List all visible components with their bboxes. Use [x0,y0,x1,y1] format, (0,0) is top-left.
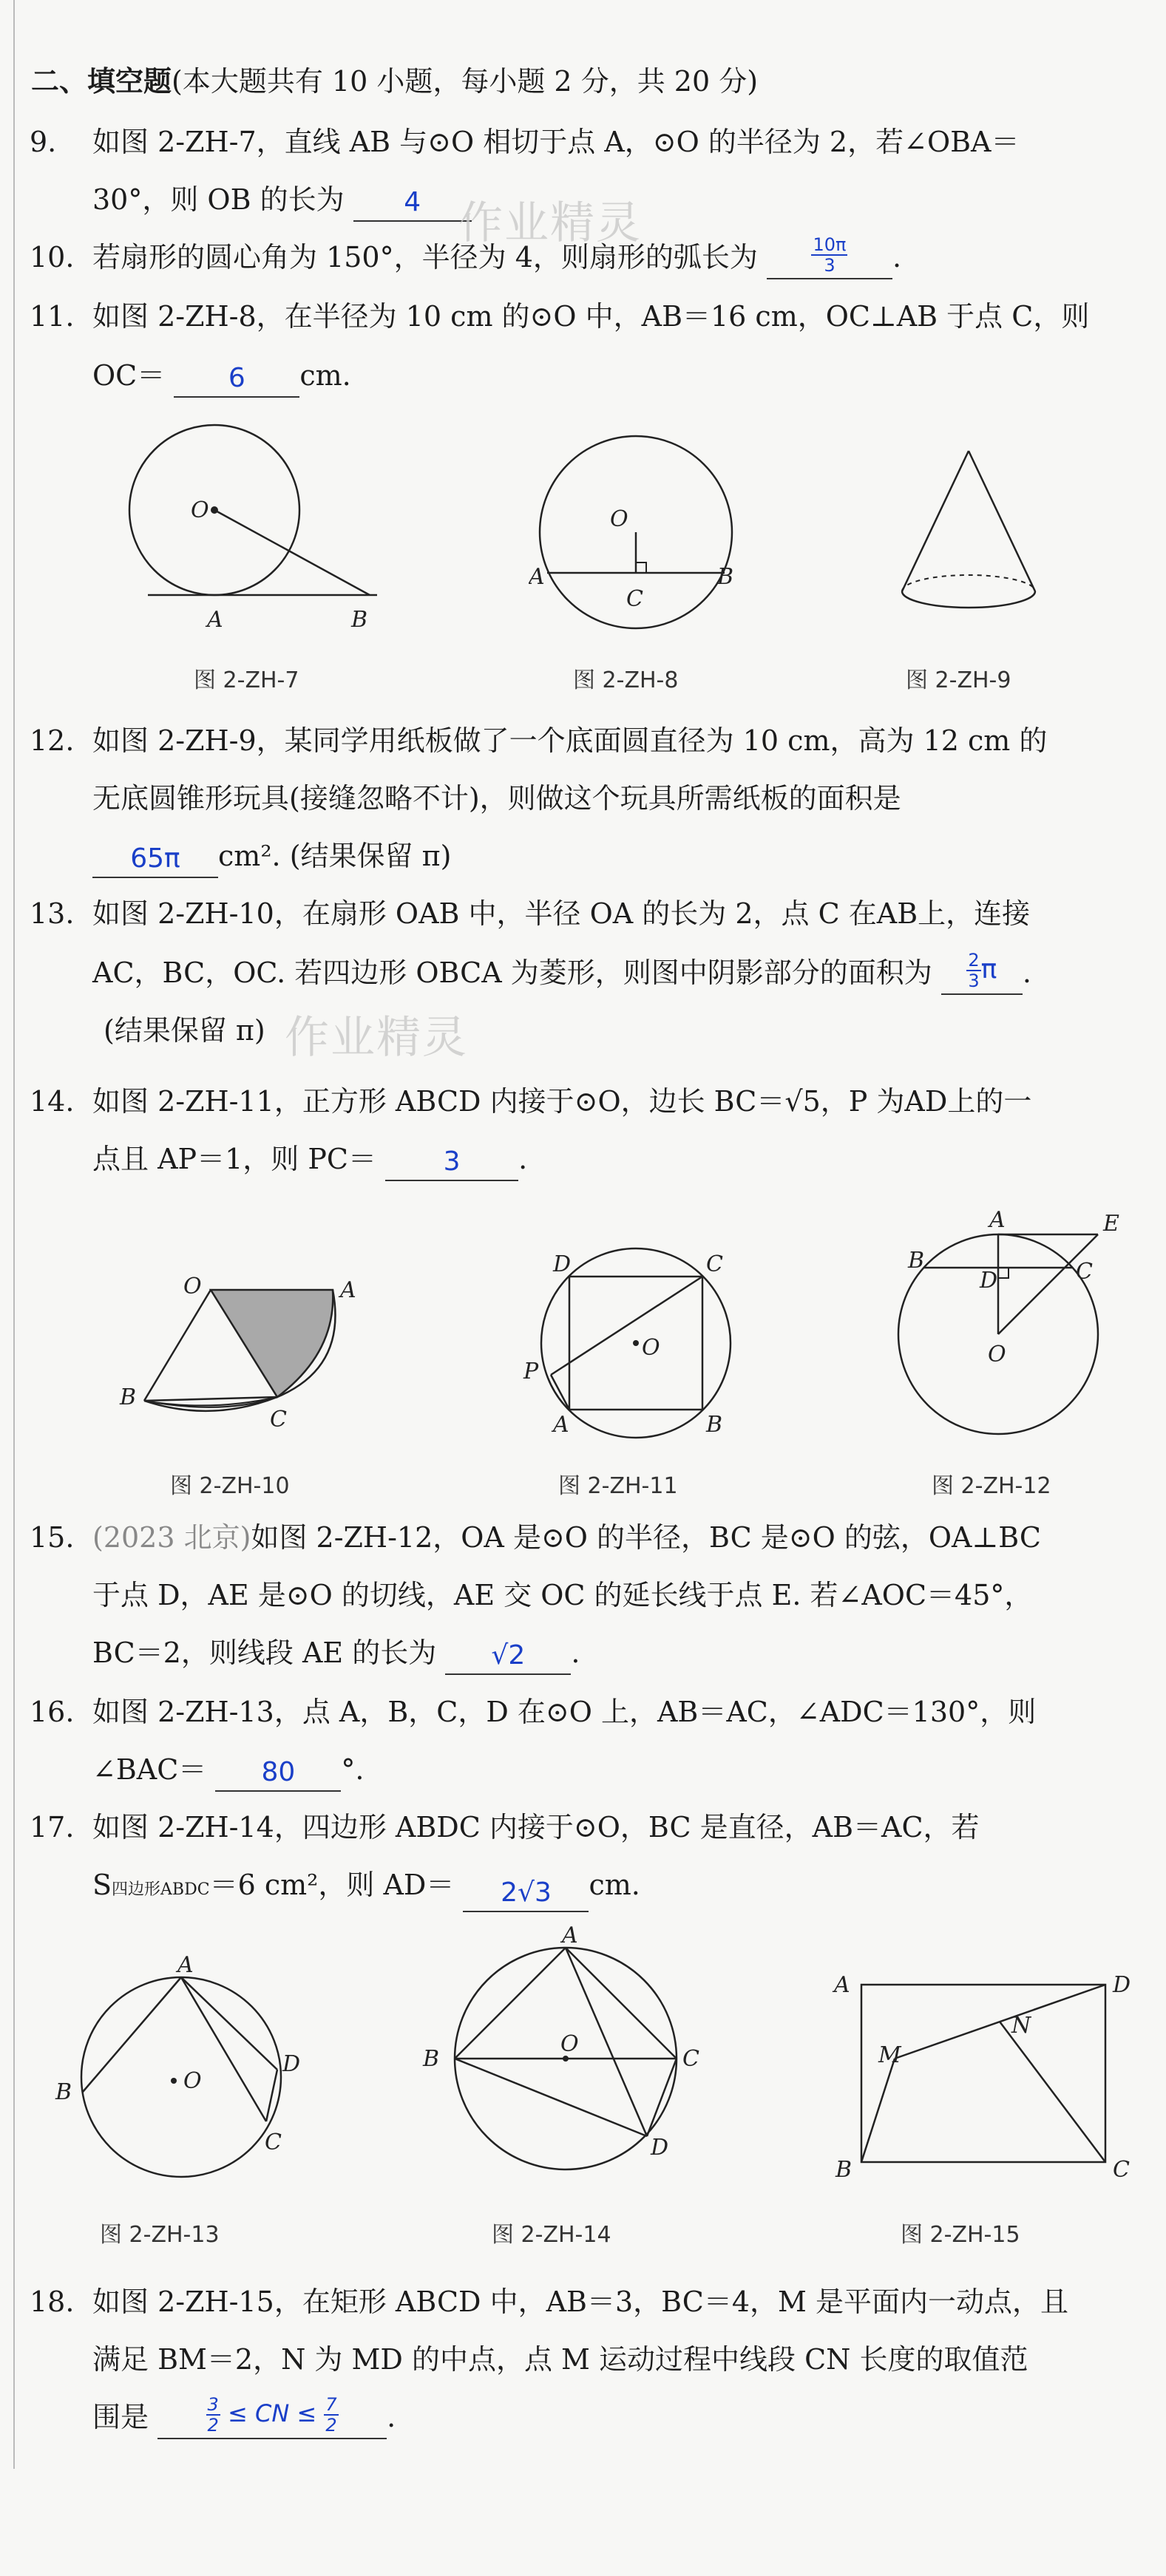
question-text: 如图 2-ZH-9，某同学用纸板做了一个底面圆直径为 10 cm，高为 12 cm 的 [92,724,1048,757]
question-13 [30,891,1030,936]
question-9-line2 [92,177,472,222]
watermark: 作业精灵 [285,1012,468,1064]
label-c: C [682,2046,699,2072]
answer-blank[interactable] [92,843,218,878]
question-9 [30,120,1019,164]
figure-caption: 图 2-ZH-15 [901,2222,1020,2248]
section-header [31,59,758,103]
answer-fraction-low [206,2395,220,2435]
answer-text: √2 [491,1640,526,1671]
question-12 [30,718,1047,763]
label-c: C [706,1251,723,1277]
answer-fraction-high [324,2395,338,2435]
area-symbol: S [92,1869,112,1901]
answer-blank[interactable] [463,1877,589,1912]
figure-caption: 图 2-ZH-12 [932,1473,1051,1499]
question-number: 18. [30,2286,75,2318]
label-a: A [340,1277,356,1303]
figure-caption: 图 2-ZH-7 [194,667,299,693]
section-title: 二、填空题 [31,64,172,98]
area-subscript: 四边形ABDC [112,1880,210,1899]
question-12-line3 [92,834,451,878]
answer-text: 4 [404,187,421,217]
label-p: P [523,1359,539,1384]
question-15-line2 [92,1573,1032,1617]
question-14-line2 [92,1137,527,1181]
question-text: 如图 2-ZH-14，四边形 ABDC 内接于⊙O，BC 是直径，AB＝AC，若 [92,1811,980,1843]
question-text: 如图 2-ZH-10，在扇形 OAB 中，半径 OA 的长为 2，点 C 在AB上，连接 [92,897,1031,930]
question-number: 14. [30,1085,75,1118]
question-18-line2 [92,2337,1028,2382]
question-text: 如图 2-ZH-8，在半径为 10 cm 的⊙O 中，AB＝16 cm，OC⊥AB 于点 C，则 [92,300,1090,333]
question-text: 如图 2-ZH-13，点 A，B，C，D 在⊙O 上，AB＝AC，∠ADC＝130°，则 [92,1696,1037,1728]
figure-caption: 图 2-ZH-9 [906,667,1011,693]
denominator: 2 [325,2415,337,2436]
label-a: A [553,1412,569,1438]
label-c: C [270,1407,287,1433]
label-a: A [989,1207,1006,1233]
question-text: ∠BAC＝ [92,1753,207,1786]
question-number: 9. [30,126,57,158]
question-text: 如图 2-ZH-15，在矩形 ABCD 中，AB＝3，BC＝4，M 是平面内一动点，且 [92,2286,1069,2318]
label-b: B [835,2157,853,2181]
figure-caption: 图 2-ZH-10 [170,1473,290,1499]
question-16 [30,1690,1036,1734]
label-a: A [529,564,545,590]
figure-2-zh-11 [518,1245,747,1441]
question-11 [30,294,1089,339]
answer-text [767,235,892,275]
answer-fraction [811,235,847,275]
label-n: N [1011,2013,1031,2039]
figure-2-zh-12 [887,1197,1131,1441]
question-17-line2 [92,1863,640,1912]
answer-blank[interactable] [767,234,892,279]
answer-text [941,951,1023,990]
question-text: cm². (结果保留 π) [218,840,452,872]
question-text: AC，BC，OC. 若四边形 OBCA 为菱形，则图中阴影部分的面积为 [92,956,932,989]
label-o: O [191,497,209,523]
label-a: A [834,1972,850,1998]
question-16-line2 [92,1747,364,1792]
margin-divider [13,0,15,2469]
question-number: 11. [30,300,75,333]
punctuation: . [387,2401,396,2433]
question-number: 12. [30,724,75,757]
figure-2-zh-9 [895,436,1043,636]
figure-caption: 图 2-ZH-11 [558,1473,678,1499]
question-text: 满足 BM＝2，N 为 MD 的中点，点 M 运动过程中线段 CN 长度的取值范 [92,2343,1028,2376]
question-text: BC＝2，则线段 AE 的长为 [92,1637,437,1669]
question-10 [30,235,901,279]
answer-blank[interactable] [941,950,1023,995]
figure-2-zh-14 [414,1922,725,2181]
figure-2-zh-8 [529,429,743,643]
question-18-line3 [92,2395,396,2439]
question-number: 16. [30,1696,75,1728]
label-c: C [265,2130,282,2155]
question-number: 10. [30,241,75,273]
label-o: O [183,2068,202,2094]
question-15 [30,1515,1041,1560]
figure-2-zh-10 [111,1271,377,1441]
label-o: O [183,1274,202,1299]
label-a: A [207,607,223,633]
answer-fraction [966,951,980,990]
question-text: 无底圆锥形玩具(接缝忽略不计)，则做这个玩具所需纸板的面积是 [92,782,901,815]
figure-2-zh-7 [126,414,392,636]
answer-text: 80 [261,1757,296,1787]
label-o: O [610,506,628,532]
label-d: D [1113,1972,1131,1998]
punctuation: . [518,1143,528,1175]
denominator: 2 [207,2415,219,2436]
label-c: C [1076,1259,1093,1285]
answer-text: 2√3 [501,1877,552,1908]
punctuation: . [892,241,902,273]
label-o: O [560,2031,579,2057]
label-o: O [988,1342,1006,1367]
inequality-text: ≤ CN ≤ [227,2399,317,2427]
question-number: 17. [30,1811,75,1843]
answer-blank[interactable] [174,362,299,398]
question-number: 15. [30,1521,75,1554]
question-18 [30,2280,1068,2324]
question-text: 如图 2-ZH-12，OA 是⊙O 的半径，BC 是⊙O 的弦，OA⊥BC [251,1521,1041,1554]
label-b: B [120,1384,137,1410]
label-c: C [1113,2157,1130,2181]
question-14 [30,1079,1031,1124]
section-subtitle: (本大题共有 10 小题，每小题 2 分，共 20 分) [172,65,759,98]
answer-blank[interactable] [215,1756,341,1792]
label-m: M [878,2042,901,2068]
answer-blank[interactable] [353,186,472,222]
label-o: O [642,1335,660,1361]
question-text: 如图 2-ZH-7，直线 AB 与⊙O 相切于点 A，⊙O 的半径为 2，若∠OBA＝ [92,126,1020,158]
question-11-line2 [92,353,351,398]
answer-text: 6 [228,363,245,393]
figure-caption: 图 2-ZH-13 [100,2222,220,2248]
label-b: B [55,2079,72,2105]
answer-text [157,2395,387,2435]
answer-text: 3 [443,1146,461,1177]
question-text: 30°，则 OB 的长为 [92,183,345,216]
label-a: A [177,1952,194,1978]
pi-suffix: π [980,954,997,985]
label-e: E [1103,1211,1119,1237]
label-b: B [908,1248,925,1274]
figure-2-zh-15 [828,1959,1139,2181]
denominator: 3 [824,255,835,276]
answer-text: 65π [130,843,180,874]
figure-2-zh-13 [44,1951,311,2188]
punctuation: . [571,1637,580,1669]
label-d: D [282,2051,301,2077]
question-text: ＝6 cm²，则 AD＝ [209,1869,455,1901]
question-text: OC＝ [92,359,166,392]
numerator: 3 [207,2394,219,2415]
label-b: B [423,2046,440,2072]
figure-caption: 图 2-ZH-14 [492,2222,611,2248]
question-17 [30,1805,980,1849]
numerator: 7 [325,2394,337,2415]
numerator: 10π [813,234,847,255]
label-b: B [717,564,734,590]
answer-blank[interactable] [385,1146,518,1181]
question-source: (2023 北京) [92,1521,251,1554]
question-number: 13. [30,897,75,930]
label-d: D [553,1251,572,1277]
question-text: 点且 AP＝1，则 PC＝ [92,1143,376,1175]
question-text: 若扇形的圆心角为 150°，半径为 4，则扇形的弧长为 [92,241,758,273]
question-13-line2 [92,951,1031,995]
label-d: D [651,2135,669,2161]
figure-caption: 图 2-ZH-8 [573,667,679,693]
question-13-line3 [104,1008,265,1053]
question-text: 围是 [92,2401,149,2433]
unit-text: cm. [299,359,351,392]
watermark: 作业精灵 [458,197,642,249]
question-15-line3 [92,1631,580,1675]
label-b: B [351,607,368,633]
question-12-line2 [92,776,901,820]
numerator: 2 [968,950,980,971]
label-c: C [626,586,643,612]
question-text: 如图 2-ZH-11，正方形 ABCD 内接于⊙O，边长 BC＝√5，P 为AD上的一 [92,1085,1032,1118]
label-a: A [562,1923,578,1948]
unit-text: cm. [589,1869,640,1901]
punctuation: . [1022,956,1031,989]
answer-blank[interactable] [445,1639,571,1675]
denominator: 3 [968,971,980,991]
punctuation: °. [341,1753,365,1786]
question-text: (结果保留 π) [104,1014,265,1047]
question-text: 于点 D，AE 是⊙O 的切线，AE 交 OC 的延长线于点 E. 若∠AOC＝45°， [92,1579,1033,1611]
label-b: B [706,1412,723,1438]
answer-blank[interactable] [157,2394,387,2439]
label-d: D [980,1268,998,1294]
